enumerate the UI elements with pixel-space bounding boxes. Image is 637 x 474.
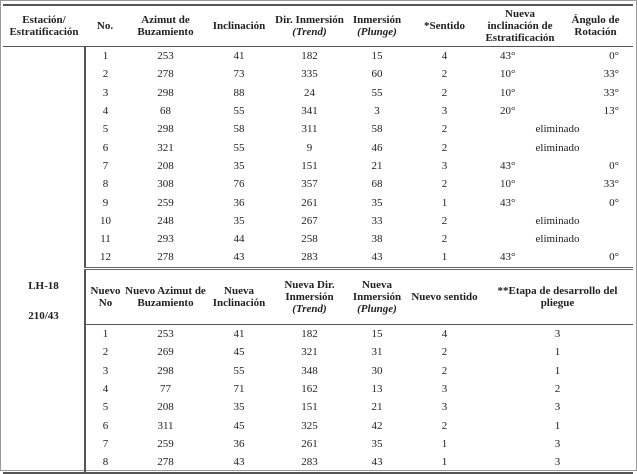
cell-trend: 335 — [301, 68, 318, 81]
plunge-sub: (Plunge) — [357, 302, 397, 315]
cell-trend: 261 — [301, 438, 318, 451]
cell-no: 5 — [102, 123, 109, 136]
cell-inclinacion: 43 — [233, 251, 245, 264]
cell-nueva-inclinacion: 43° — [500, 159, 516, 172]
table-row — [3, 138, 633, 156]
table-row — [3, 453, 633, 472]
cell-nuevo-no: 1 — [102, 327, 109, 340]
cell-etapa: 1 — [554, 364, 561, 377]
cell-plunge: 35 — [371, 438, 383, 451]
cell-sentido: 2 — [441, 141, 448, 154]
cell-etapa: 2 — [554, 382, 561, 395]
cell-no: 12 — [100, 251, 111, 264]
cell-plunge: 15 — [371, 327, 383, 340]
plunge-sub: (Plunge) — [357, 26, 397, 38]
cell-plunge: 43 — [347, 453, 407, 472]
col-header-plunge — [347, 5, 407, 47]
col-header-angulo: Ángulo de Rotación — [558, 5, 633, 47]
fold-data-table — [3, 4, 633, 474]
cell-nuevo-no: 7 — [102, 438, 109, 451]
table-row — [3, 212, 633, 230]
cell-inclinacion: 41 — [233, 327, 245, 340]
table-row — [3, 193, 633, 211]
col-header-nueva-trend — [272, 268, 347, 324]
cell-no: 8 — [102, 178, 109, 191]
cell-trend: 182 — [301, 50, 318, 63]
eliminado-cell: eliminado — [535, 214, 580, 227]
cell-trend: 321 — [301, 346, 318, 359]
cell-plunge: 60 — [371, 68, 383, 81]
cell-nuevo-no: 4 — [102, 382, 109, 395]
table-body — [3, 47, 633, 473]
cell-nueva-inclinacion: 10° — [500, 86, 516, 99]
trend-sub: (Trend) — [292, 302, 327, 315]
cell-azimut: 321 — [157, 141, 174, 154]
cell-angulo: 0° — [609, 251, 619, 264]
cell-plunge: 21 — [371, 159, 383, 172]
cell-inclinacion: 43 — [206, 453, 272, 472]
col-header-trend — [272, 5, 347, 47]
station-label — [3, 271, 84, 331]
cell-no: 1 — [102, 50, 109, 63]
cell-sentido: 2 — [441, 419, 448, 432]
cell-angulo: 0° — [609, 196, 619, 209]
cell-plunge: 43 — [371, 251, 383, 264]
cell-no: 9 — [102, 196, 109, 209]
table-row — [3, 435, 633, 453]
cell-azimut: 248 — [157, 214, 174, 227]
cell-azimut: 259 — [157, 196, 174, 209]
cell-sentido: 1 — [441, 438, 448, 451]
cell-sentido: 1 — [441, 251, 448, 264]
cell-azimut: 278 — [157, 68, 174, 81]
cell-etapa: 1 — [554, 346, 561, 359]
cell-inclinacion: 73 — [233, 68, 245, 81]
plunge-label: Nueva Inmersión — [352, 278, 402, 303]
cell-no: 11 — [100, 233, 111, 246]
cell-azimut: 77 — [160, 382, 171, 395]
cell-no: 3 — [102, 86, 109, 99]
cell-plunge: 21 — [371, 401, 383, 414]
cell-trend: 283 — [272, 453, 347, 472]
table-row — [3, 175, 633, 193]
table-row — [3, 380, 633, 398]
cell-sentido: 3 — [441, 401, 448, 414]
cell-angulo: 0° — [609, 50, 619, 63]
cell-inclinacion: 36 — [233, 196, 245, 209]
cell-trend: 267 — [301, 214, 318, 227]
cell-nuevo-no: 6 — [102, 419, 109, 432]
cell-no: 2 — [102, 68, 109, 81]
table-row — [3, 248, 633, 268]
cell-inclinacion: 45 — [233, 346, 245, 359]
cell-plunge: 42 — [371, 419, 383, 432]
cell-sentido: 4 — [441, 50, 448, 63]
cell-etapa: 3 — [482, 453, 633, 472]
cell-plunge: 35 — [371, 196, 383, 209]
cell-azimut: 208 — [157, 159, 174, 172]
eliminado-cell: eliminado — [535, 123, 580, 136]
table-row — [3, 343, 633, 361]
cell-inclinacion: 55 — [233, 364, 245, 377]
cell-inclinacion: 35 — [233, 159, 245, 172]
cell-inclinacion: 41 — [233, 50, 245, 63]
col-header-nueva-plunge — [347, 268, 407, 324]
table-row — [3, 230, 633, 248]
cell-nuevo-no: 2 — [102, 346, 109, 359]
cell-inclinacion: 76 — [233, 178, 245, 191]
cell-nuevo-no: 3 — [102, 364, 109, 377]
plunge-label: Inmersión — [352, 14, 402, 26]
table-row — [3, 102, 633, 120]
table-row — [3, 398, 633, 416]
cell-plunge: 58 — [371, 123, 383, 136]
header-row-2 — [3, 268, 633, 324]
cell-inclinacion: 55 — [233, 141, 245, 154]
cell-trend: 9 — [306, 141, 313, 154]
cell-angulo: 33° — [603, 68, 619, 81]
cell-no: 4 — [102, 105, 109, 118]
header-row — [3, 5, 633, 47]
table-row — [3, 65, 633, 83]
cell-nueva-inclinacion: 43° — [500, 251, 516, 264]
cell-azimut: 308 — [157, 178, 174, 191]
trend-sub: (Trend) — [292, 26, 327, 38]
cell-no: 6 — [102, 141, 109, 154]
cell-azimut: 278 — [157, 251, 174, 264]
cell-nueva-inclinacion: 10° — [500, 68, 516, 81]
cell-angulo: 33° — [603, 86, 619, 99]
cell-plunge: 33 — [371, 214, 383, 227]
cell-trend: 261 — [301, 196, 318, 209]
col-header-etapa: **Etapa de desarrollo del pliegue — [482, 268, 633, 324]
cell-plunge: 3 — [374, 105, 380, 118]
cell-etapa: 3 — [554, 438, 561, 451]
cell-sentido: 2 — [441, 178, 448, 191]
cell-trend: 24 — [304, 86, 315, 99]
cell-trend: 258 — [301, 233, 318, 246]
cell-plunge: 31 — [371, 346, 383, 359]
cell-sentido: 2 — [441, 86, 448, 99]
cell-plunge: 46 — [371, 141, 383, 154]
cell-azimut: 259 — [157, 438, 174, 451]
cell-trend: 311 — [301, 123, 318, 136]
col-header-station: Estación/ Estratificación — [3, 5, 85, 47]
col-header-nuevo-azimut: Nuevo Azimut de Buzamiento — [125, 268, 206, 324]
cell-azimut: 253 — [157, 50, 174, 63]
col-header-nuevo-sentido: Nuevo sentido — [407, 268, 482, 324]
cell-sentido: 2 — [441, 123, 448, 136]
cell-trend: 182 — [301, 327, 318, 340]
cell-nueva-inclinacion: 43° — [500, 196, 516, 209]
cell-inclinacion: 35 — [233, 214, 245, 227]
cell-trend: 162 — [301, 382, 318, 395]
cell-trend: 283 — [301, 251, 318, 264]
cell-azimut: 208 — [157, 401, 174, 414]
cell-azimut: 253 — [157, 327, 174, 340]
cell-inclinacion: 36 — [233, 438, 245, 451]
cell-sentido: 2 — [441, 364, 448, 377]
cell-no: 10 — [100, 214, 111, 227]
table-row — [3, 157, 633, 175]
cell-azimut: 278 — [125, 453, 206, 472]
cell-plunge: 30 — [371, 364, 383, 377]
cell-plunge: 38 — [371, 233, 383, 246]
station-name: LH-18 — [28, 280, 59, 293]
cell-sentido: 4 — [441, 327, 448, 340]
cell-trend: 325 — [301, 419, 318, 432]
cell-nueva-inclinacion: 20° — [500, 105, 516, 118]
cell-angulo: 33° — [603, 178, 619, 191]
cell-nueva-inclinacion: 10° — [500, 178, 516, 191]
cell-nueva-inclinacion: 43° — [500, 50, 516, 63]
cell-sentido: 2 — [441, 233, 448, 246]
cell-trend: 151 — [301, 401, 318, 414]
table-row — [3, 417, 633, 435]
cell-plunge: 13 — [371, 382, 383, 395]
cell-plunge: 15 — [371, 50, 383, 63]
cell-etapa: 1 — [554, 419, 561, 432]
cell-trend: 348 — [301, 364, 318, 377]
cell-no: 7 — [102, 159, 109, 172]
cell-angulo: 13° — [603, 105, 619, 118]
col-header-azimut: Azimut de Buzamiento — [125, 5, 206, 47]
table-row — [3, 120, 633, 138]
cell-sentido: 2 — [441, 68, 448, 81]
cell-azimut: 298 — [157, 123, 174, 136]
cell-plunge: 68 — [371, 178, 383, 191]
cell-azimut: 269 — [157, 346, 174, 359]
col-header-no: No. — [85, 5, 125, 47]
table-row — [3, 324, 633, 343]
cell-inclinacion: 44 — [233, 233, 245, 246]
cell-inclinacion: 58 — [233, 123, 245, 136]
table-row — [3, 361, 633, 379]
cell-sentido: 1 — [407, 453, 482, 472]
col-header-sentido: *Sentido — [407, 5, 482, 47]
cell-azimut: 293 — [157, 233, 174, 246]
cell-inclinacion: 55 — [233, 105, 245, 118]
table-row — [3, 84, 633, 102]
trend-label: Nueva Dir. Inmersión — [284, 278, 335, 303]
station-cell — [3, 47, 85, 473]
cell-etapa: 3 — [554, 327, 561, 340]
cell-trend: 357 — [301, 178, 318, 191]
cell-inclinacion: 45 — [233, 419, 245, 432]
cell-azimut: 311 — [157, 419, 174, 432]
cell-sentido: 3 — [441, 105, 448, 118]
cell-sentido: 3 — [441, 382, 448, 395]
col-header-nuevo-no: Nuevo No — [85, 268, 125, 324]
eliminado-cell: eliminado — [535, 141, 580, 154]
cell-sentido: 2 — [441, 346, 448, 359]
cell-trend: 341 — [301, 105, 318, 118]
cell-azimut: 298 — [157, 86, 174, 99]
trend-label: Dir. Inmersión — [275, 14, 344, 26]
cell-inclinacion: 35 — [233, 401, 245, 414]
cell-azimut: 68 — [160, 105, 171, 118]
cell-plunge: 55 — [371, 86, 383, 99]
cell-etapa: 3 — [554, 401, 561, 414]
col-header-nueva-inclinacion: Nueva Inclinación — [206, 268, 272, 324]
cell-sentido: 1 — [441, 196, 448, 209]
cell-inclinacion: 88 — [233, 86, 245, 99]
col-header-inclinacion: Inclinación — [206, 5, 272, 47]
cell-sentido: 2 — [441, 214, 448, 227]
eliminado-cell: eliminado — [535, 233, 580, 246]
cell-nuevo-no: 5 — [102, 401, 109, 414]
table-row — [3, 47, 633, 66]
cell-angulo: 0° — [609, 159, 619, 172]
station-bedding: 210/43 — [28, 310, 59, 323]
cell-sentido: 3 — [441, 159, 448, 172]
col-header-nueva-inclinacion: Nueva inclinación de Estratificación — [482, 5, 558, 47]
cell-nuevo-no: 8 — [85, 453, 125, 472]
cell-inclinacion: 71 — [233, 382, 245, 395]
cell-azimut: 298 — [157, 364, 174, 377]
cell-trend: 151 — [301, 159, 318, 172]
